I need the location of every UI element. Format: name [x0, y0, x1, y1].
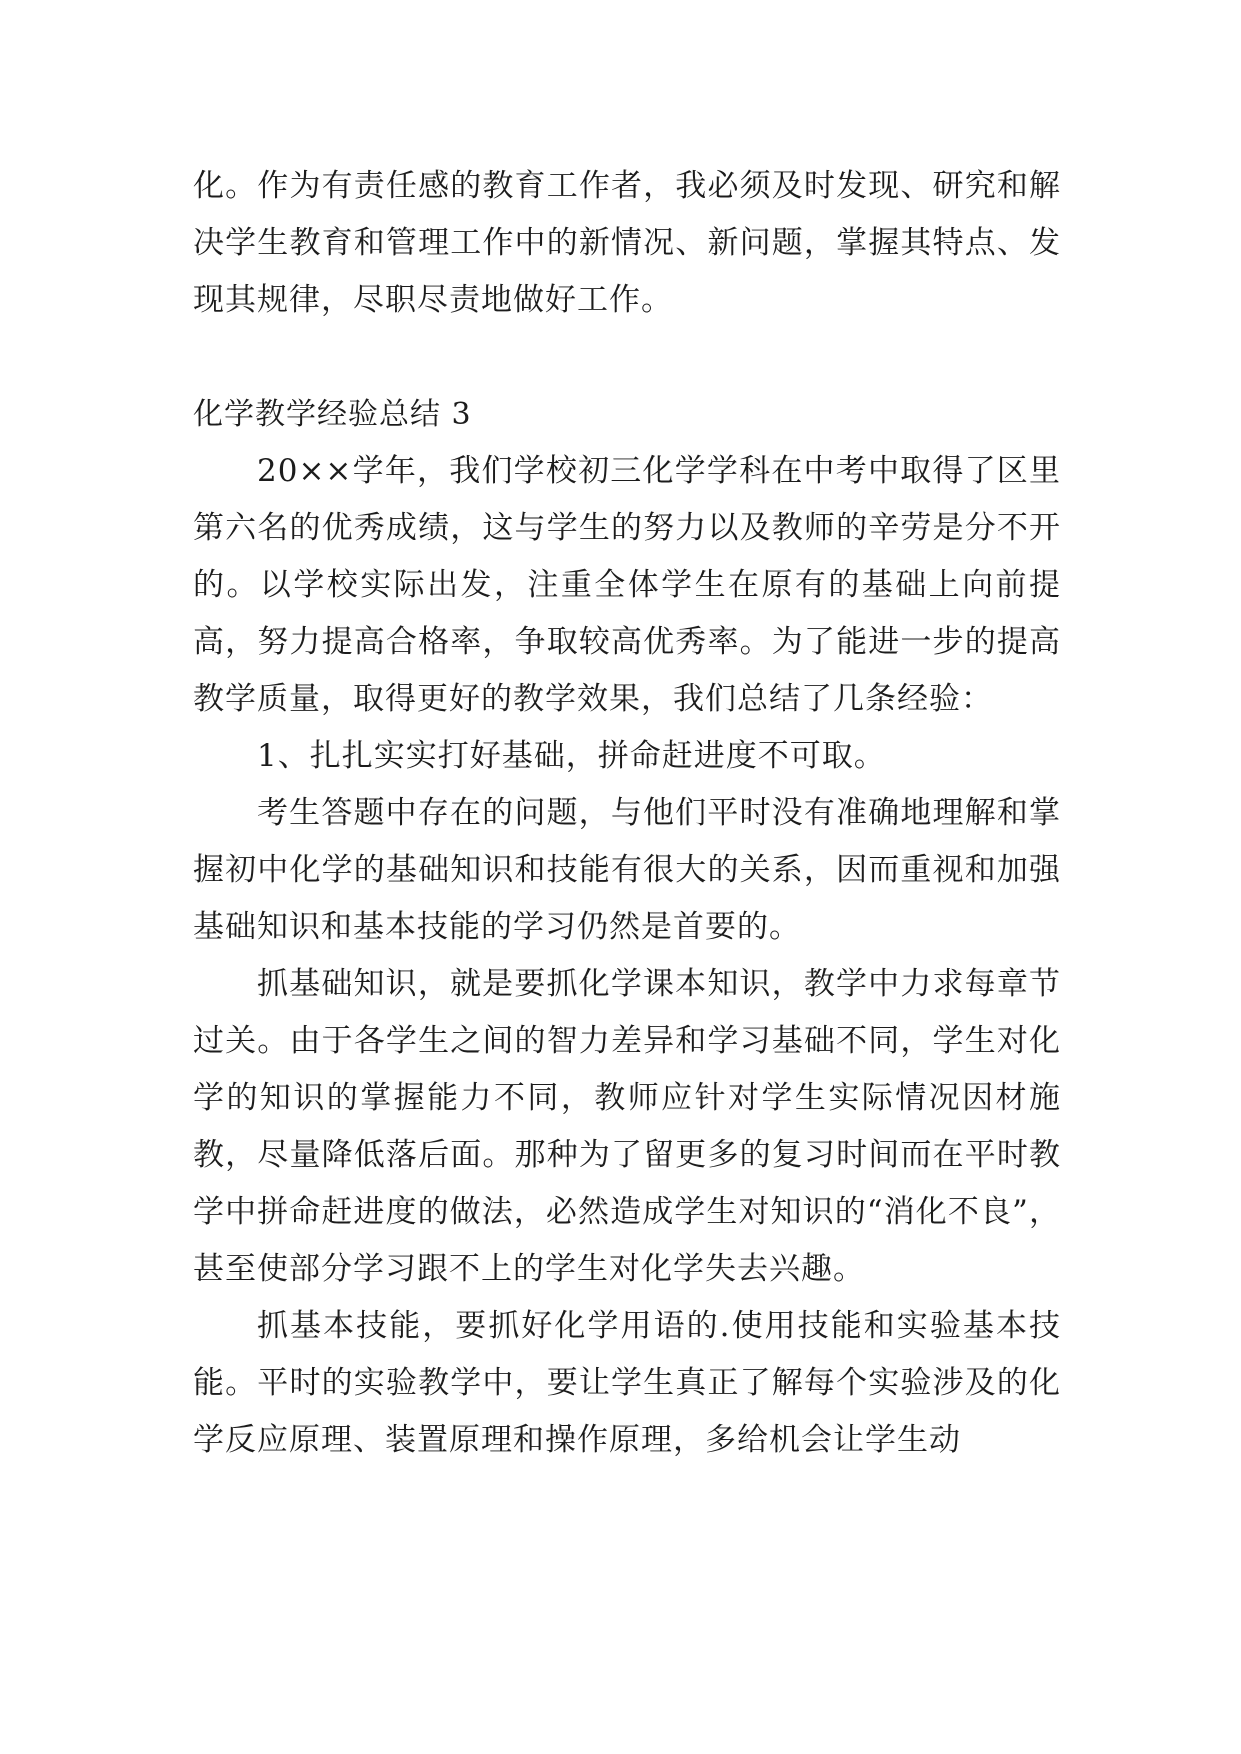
body-paragraph: 抓基本技能，要抓好化学用语的.使用技能和实验基本技能。平时的实验教学中，要让学生真正了解每个实验涉及的化学反应原理、装置原理和操作原理，多给机会让学生动: [193, 1308, 1061, 1458]
body-paragraph: 抓基础知识，就是要抓化学课本知识，教学中力求每章节过关。由于各学生之间的智力差异和学习基础不同，学生对化学的知识的掌握能力不同，教师应针对学生实际情况因材施教，尽量降低落后面。那种为了留更多的复习时间而在平时教学中拼命赶进度的做法，必然造成学生对知识的“消化不良”，甚至使部分学习跟不上的学生对化学失去兴趣。: [193, 966, 1061, 1287]
body-paragraph: 考生答题中存在的问题，与他们平时没有准确地理解和掌握初中化学的基础知识和技能有很大的关系，因而重视和加强基础知识和基本技能的学习仍然是首要的。: [193, 795, 1061, 945]
body-paragraph: 20××学年，我们学校初三化学学科在中考中取得了区里第六名的优秀成绩，这与学生的努力以及教师的辛劳是分不开的。以学校实际出发，注重全体学生在原有的基础上向前提高，努力提高合格率，争取较高优秀率。为了能进一步的提高教学质量，取得更好的教学效果，我们总结了几条经验：: [193, 453, 1061, 717]
intro-paragraph: 化。作为有责任感的教育工作者，我必须及时发现、研究和解决学生教育和管理工作中的新情况、新问题，掌握其特点、发现其规律，尽职尽责地做好工作。: [193, 168, 1061, 318]
section-title: 化学教学经验总结 3: [193, 397, 472, 432]
document-body: [193, 158, 1061, 1469]
list-item: 1、扎扎实实打好基础，拼命赶进度不可取。: [257, 738, 886, 774]
